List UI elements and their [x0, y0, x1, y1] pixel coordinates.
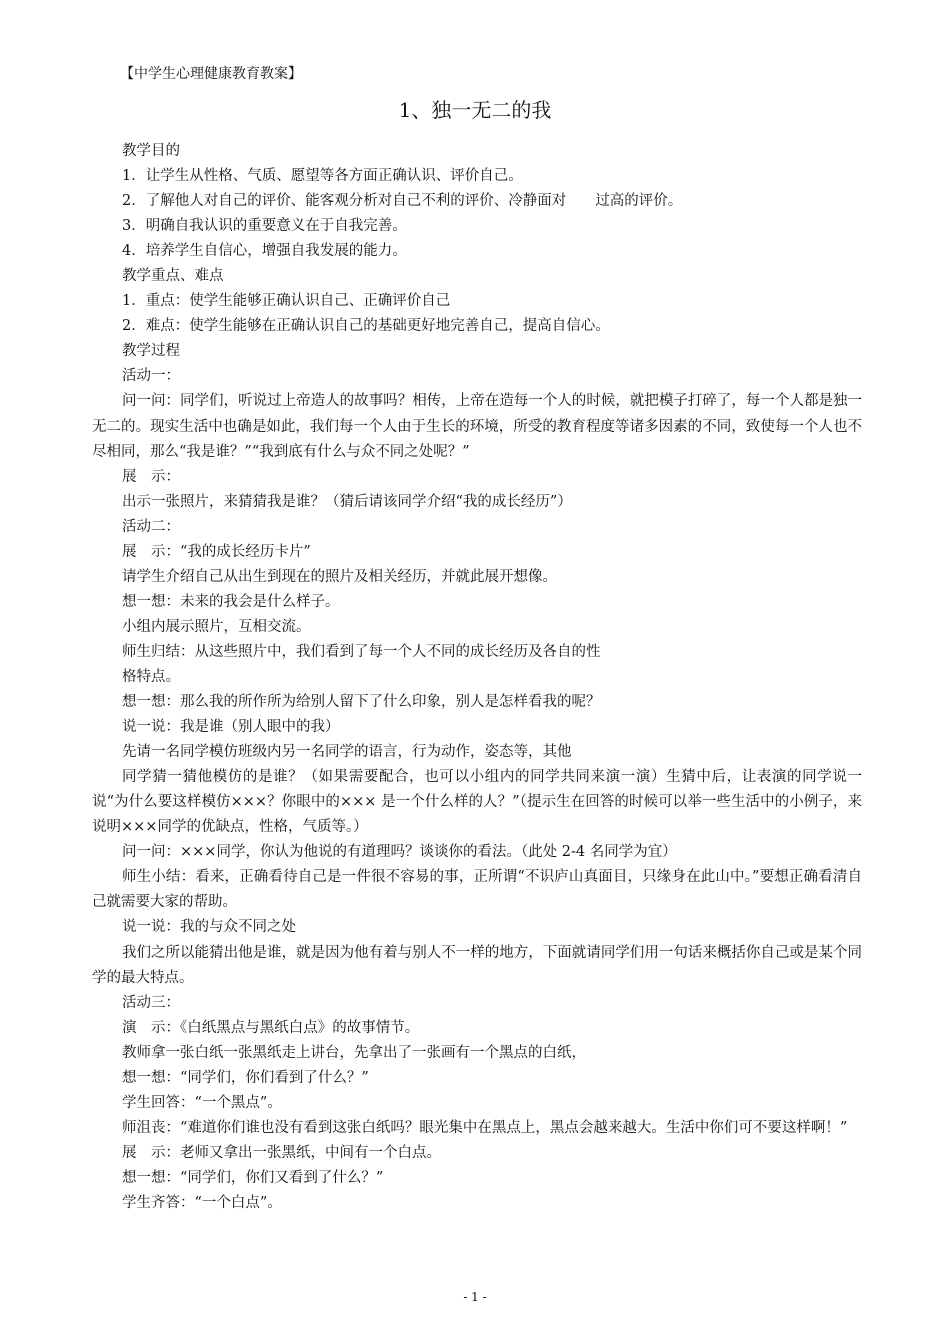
- body-paragraph: 展 示：老师又拿出一张黑纸，中间有一个白点。: [122, 1144, 441, 1161]
- page-number: - 1 -: [463, 1290, 487, 1304]
- body-paragraph: 展 示：: [122, 468, 180, 485]
- section-heading: 教学过程: [122, 343, 180, 360]
- document-body: [92, 139, 862, 1216]
- list-item: 4．培养学生自信心，增强自我发展的能力。: [122, 243, 407, 260]
- body-paragraph: 我们之所以能猜出他是谁，就是因为他有着与别人不一样的地方，下面就请同学们用一句话来概括你自己或是某个同学的最大特点。: [92, 944, 862, 986]
- body-paragraph: 想一想：“同学们，你们看到了什么？”: [122, 1069, 369, 1086]
- activity-heading: 活动三：: [122, 994, 180, 1011]
- body-paragraph: 展 示：“我的成长经历卡片”: [122, 543, 311, 560]
- body-paragraph: 演 示：《白纸黑点与黑纸白点》的故事情节。: [122, 1019, 420, 1036]
- body-paragraph: 先请一名同学模仿班级内另一名同学的语言，行为动作，姿态等，其他: [122, 744, 572, 761]
- body-paragraph: 学生回答：“一个黑点”。: [122, 1094, 282, 1111]
- list-item: 2．难点：使学生能够在正确认识自己的基础更好地完善自己，提高自信心。: [122, 318, 610, 335]
- document-title: 1、独一无二的我: [398, 98, 552, 122]
- body-paragraph: 学生齐答：“一个白点”。: [122, 1194, 282, 1211]
- list-item: 1．重点：使学生能够正确认识自己、正确评价自己: [122, 293, 451, 310]
- activity-heading: 活动一：: [122, 368, 180, 385]
- body-paragraph: 出示一张照片，来猜猜我是谁？（猜后请该同学介绍“我的成长经历”）: [122, 493, 572, 510]
- list-item: 2．了解他人对自己的评价、能客观分析对自己不利的评价、冷静面对 过高的评价。: [122, 193, 683, 210]
- body-paragraph: 师生归结：从这些照片中，我们看到了每一个人不同的成长经历及各自的性: [122, 643, 601, 660]
- body-paragraph: 同学猜一猜他模仿的是谁？（如果需要配合，也可以小组内的同学共同来演一演）生猜中后，让表演的同学说一说“为什么要这样模仿×××？你眼中的××× 是一个什么样的人？”（提示生在回答的时候可以举一些生活中的小例子，来说明×××同学的优缺点，性格，气质等。）: [92, 769, 862, 836]
- body-paragraph: 想一想：那么我的所作所为给别人留下了什么印象，别人是怎样看我的呢？: [122, 694, 601, 711]
- body-paragraph: 格特点。: [122, 668, 180, 685]
- document-header-tag: 【中学生心理健康教育教案】: [120, 66, 302, 82]
- body-paragraph: 小组内展示照片，互相交流。: [122, 618, 311, 635]
- body-paragraph: 师生小结：看来，正确看待自己是一件很不容易的事，正所谓“不识庐山真面目，只缘身在此山中。”要想正确看清自己就需要大家的帮助。: [92, 869, 862, 911]
- activity-heading: 活动二：: [122, 518, 180, 535]
- section-heading: 教学重点、难点: [122, 268, 224, 285]
- body-paragraph: 问一问：×××同学，你认为他说的有道理吗？谈谈你的看法。（此处 2-4 名同学为宜）: [122, 844, 677, 861]
- body-paragraph: 教师拿一张白纸一张黑纸走上讲台，先拿出了一张画有一个黑点的白纸，: [122, 1044, 586, 1061]
- body-paragraph: 说一说：我是谁（别人眼中的我）: [122, 719, 340, 736]
- list-item: 1．让学生从性格、气质、愿望等各方面正确认识、评价自己。: [122, 168, 523, 185]
- section-heading: 教学目的: [122, 143, 180, 159]
- body-paragraph: 说一说：我的与众不同之处: [122, 919, 296, 936]
- list-item: 3．明确自我认识的重要意义在于自我完善。: [122, 218, 407, 235]
- body-paragraph: 想一想：未来的我会是什么样子。: [122, 593, 340, 610]
- body-paragraph: 师沮丧：“难道你们谁也没有看到这张白纸吗？眼光集中在黑点上，黑点会越来越大。生活中你们可不要这样啊！”: [122, 1119, 848, 1136]
- body-paragraph: 想一想：“同学们，你们又看到了什么？”: [122, 1169, 384, 1186]
- body-paragraph: 请学生介绍自己从出生到现在的照片及相关经历，并就此展开想像。: [122, 568, 557, 585]
- body-paragraph: 问一问：同学们，听说过上帝造人的故事吗？相传，上帝在造每一个人的时候，就把模子打碎了，每一个人都是独一无二的。现实生活中也确是如此，我们每一个人由于生长的环境，所受的教育程度等诸多因素的不同，致使每一个人也不尽相同，那么“我是谁？”“我到底有什么与众不同之处呢？”: [92, 393, 862, 460]
